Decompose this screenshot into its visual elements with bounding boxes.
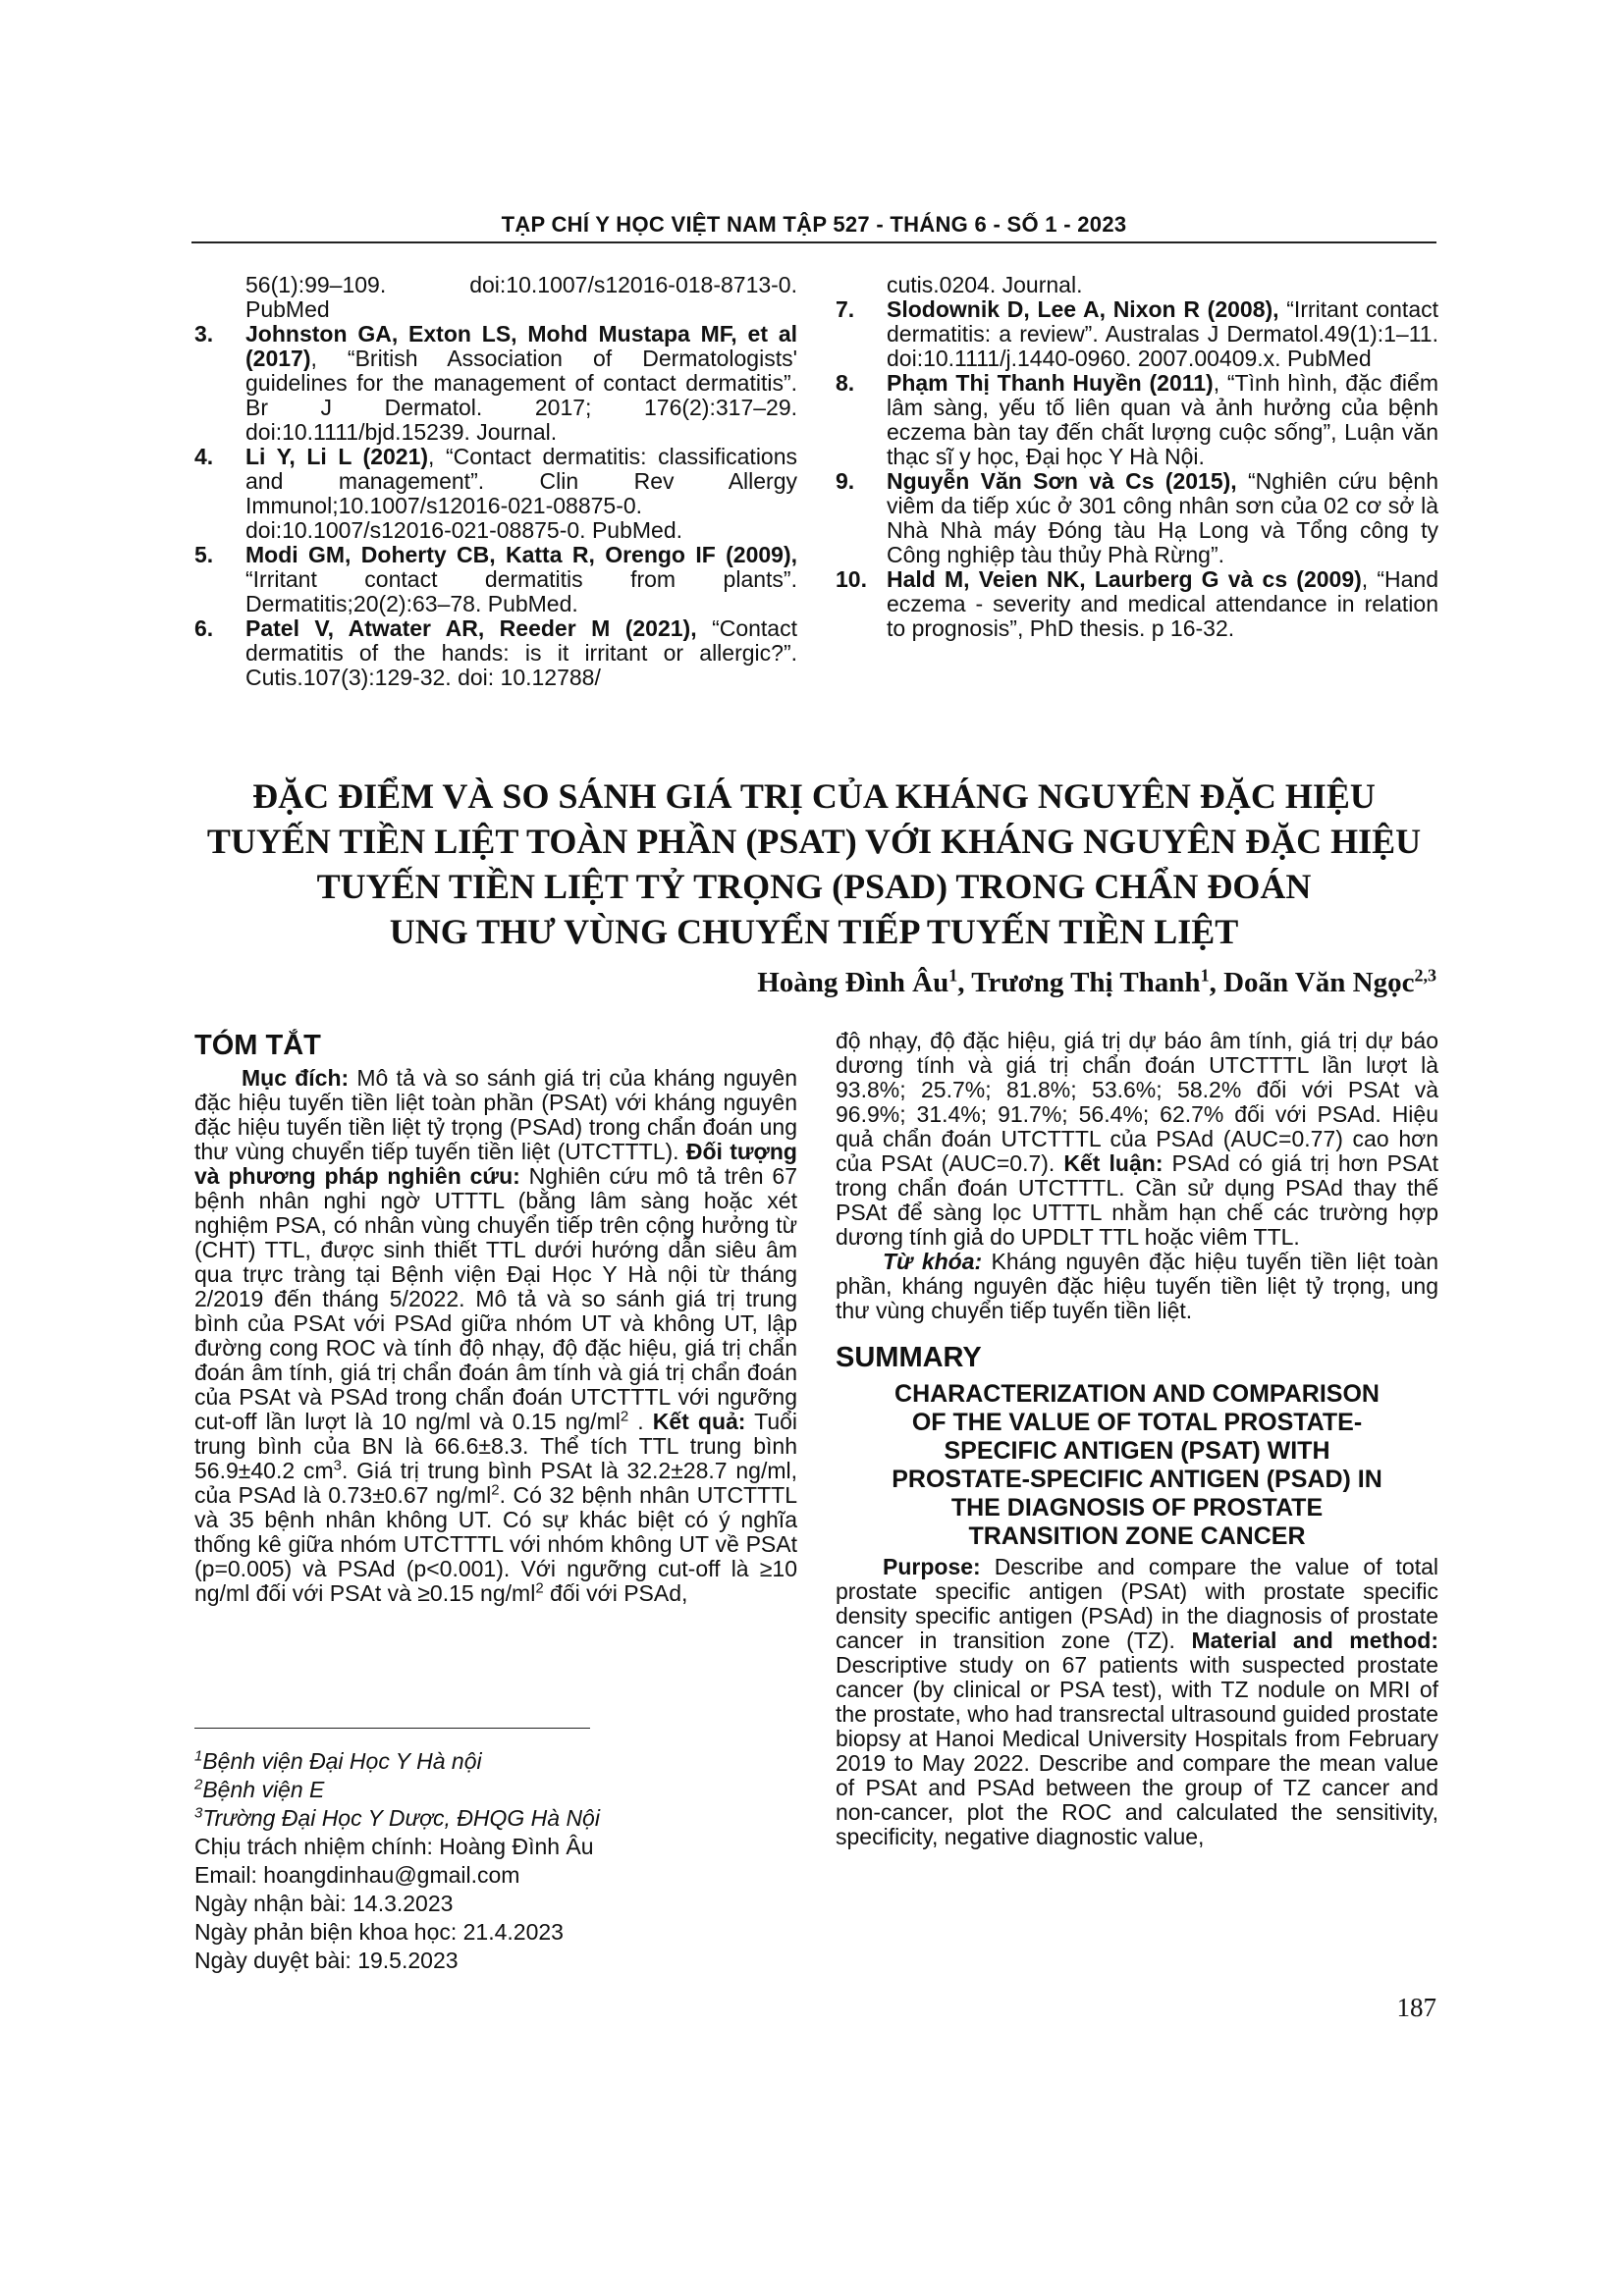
reference-authors: Hald M, Veien NK, Laurberg G và cs (2009) [887, 566, 1362, 592]
email-line: Email: hoangdinhau@gmail.com [194, 1862, 520, 1888]
affiliation-text: Bệnh viện E [202, 1777, 325, 1802]
reference-item [194, 322, 797, 445]
reference-text: , “Tình hình, đặc điểm lâm sàng, yếu tố liên quan và ảnh hưởng của bệnh eczema bàn tay đến chất lượng cuộc sống”, Luận văn thạc sĩ y học, Đại học Y Hà Nội. [887, 370, 1438, 469]
summary-title-line: SPECIFIC ANTIGEN (PSAT) WITH [944, 1437, 1330, 1465]
superscript: 2 [535, 1579, 544, 1597]
reference-authors: Slodownik D, Lee A, Nixon R (2008), [887, 296, 1279, 322]
keywords-text: Kháng nguyên đặc hiệu tuyến tiền liệt toàn phần, kháng nguyên đặc hiệu tuyến tiền liệt tỷ trọng, ung thư vùng chuyển tiếp tuyến tiền liệt. [836, 1249, 1439, 1323]
reference-item [836, 273, 1438, 297]
purpose-text: Mô tả và so sánh giá trị của kháng nguyên đặc hiệu tuyến tiền liệt toàn phần (PSAt) với kháng nguyên đặc hiệu tuyến tiền liệt tỷ trọng (PSAd) trong chẩn đoán ung thư vùng chuyển tiếp tuyến tiền liệt (UTCTTTL). [194, 1065, 797, 1164]
abstract-continued-paragraph [836, 1029, 1438, 1250]
reference-item [836, 371, 1438, 469]
summary-title-line: TRANSITION ZONE CANCER [968, 1522, 1306, 1550]
reference-number: 10. [836, 566, 867, 592]
header-rule [191, 241, 1436, 243]
reference-text: , “British Association of Dermatologists' guidelines for the management of contact dermatitis”. Br J Dermatol. 2017; 176(2):317–29. doi:10.1111/bjd.15239. Journal. [245, 346, 797, 445]
author-name: Trương Thị Thanh [971, 967, 1201, 998]
summary-title [836, 1380, 1438, 1551]
reference-item [194, 616, 797, 690]
reference-item [194, 273, 797, 322]
method-text: Nghiên cứu mô tả trên 67 bệnh nhân nghi ngờ UTTTL (bằng lâm sàng hoặc xét nghiệm PSA, có nhân vùng chuyển tiếp trên cộng hưởng từ (CHT) TTL, được sinh thiết TTL dưới hướng dẫn siêu âm qua trực tràng tại Bệnh viện Đại Học Y Hà nội từ tháng 2/2019 đến tháng 5/2022. Mô tả và so sánh giá trị trung bình của PSAt với PSAd giữa nhóm UT và không UT, lập đường cong ROC và tính độ nhạy, độ đặc hiệu, giá trị chẩn đoán âm tính, giá trị chẩn đoán âm tính và giá trị chẩn đoán của PSAt và PSAd trong chẩn đoán UTCTTTL với ngưỡng cut-off lần lượt là 10 ng/ml và 0.15 ng/ml [194, 1163, 798, 1434]
result-text: Tuổi trung bình của BN là 66.6±8.3. Thể tích TTL trung bình 56.9±40.2 cm [194, 1409, 798, 1483]
journal-running-header: TẠP CHÍ Y HỌC VIỆT NAM TẬP 527 - THÁNG 6 - SỐ 1 - 2023 [501, 212, 1127, 237]
author-separator: , [957, 967, 972, 998]
author-affiliation-marker: 1 [948, 965, 958, 986]
abstract-left-column [194, 1029, 797, 1606]
reference-text: “Nghiên cứu bệnh viêm da tiếp xúc ở 301 công nhân sơn của 02 cơ sở là Nhà Nhà máy Đóng tàu Hạ Long và Tổng công ty Công nghiệp tàu thủy Phà Rừng”. [887, 468, 1438, 567]
keywords-label: Từ khóa: [883, 1249, 983, 1274]
article-title-line: TUYẾN TIỀN LIỆT TỶ TRỌNG (PSAD) TRONG CHẨN ĐOÁN [316, 867, 1312, 906]
reference-text: , “Hand eczema - severity and medical attendance in relation to prognosis”, PhD thesis. p 16-32. [887, 566, 1438, 641]
affiliation-footnote [194, 1804, 797, 1833]
abstract-paragraph [194, 1066, 797, 1606]
reference-number: 9. [836, 468, 855, 494]
references-left-column [194, 273, 797, 690]
summary-purpose-label: Purpose: [883, 1554, 981, 1579]
purpose-label: Mục đích: [242, 1065, 350, 1091]
summary-title-line: CHARACTERIZATION AND COMPARISON [894, 1380, 1380, 1408]
reference-text: , “Contact dermatitis: classifications and management”. Clin Rev Allergy Immunol;10.1007/s12016-021-08875-0. doi:10.1007/s12016-021-08875-0. PubMed. [245, 444, 798, 543]
reference-text: “Irritant contact dermatitis from plants”. Dermatitis;20(2):63–78. PubMed. [245, 566, 797, 616]
author-affiliation-marker: 2,3 [1414, 965, 1436, 986]
reference-item [836, 567, 1438, 641]
summary-title-line: THE DIAGNOSIS OF PROSTATE [950, 1494, 1324, 1522]
affiliation-footnote [194, 1776, 797, 1804]
reference-text: cutis.0204. Journal. [887, 272, 1083, 297]
summary-heading: SUMMARY [836, 1342, 982, 1373]
author-name: Hoàng Đình Âu [757, 967, 949, 998]
result-label: Kết quả: [652, 1409, 746, 1434]
result-text: đối với PSAd, [543, 1580, 688, 1606]
result-text: . Có 32 bệnh nhân UTCTTTL và 35 bệnh nhân không UT. Có sự khác biệt có ý nghĩa thống kê giữa nhóm UTCTTTL với nhóm không UT về PSAt (p=0.005) và PSAd (p<0.001). Với ngưỡng cut-off là ≥10 ng/ml đối với PSAt và ≥0.15 ng/ml [194, 1482, 797, 1606]
reference-text: 56(1):99–109. doi:10.1007/s12016-018-8713-0. PubMed [245, 272, 797, 322]
conclusion-text: PSAd có giá trị hơn PSAt trong chẩn đoán UTCTTTL. Cần sử dụng PSAd thay thế PSAt để sàng lọc UTTTL nhằm hạn chế các trường hợp dương tính giả do UPDLT TTL hoặc viêm TTL. [836, 1150, 1438, 1250]
footnote-rule [194, 1728, 590, 1729]
reference-text: “Contact dermatitis of the hands: is it irritant or allergic?”. Cutis.107(3):129-32. doi: 10.12788/ [245, 615, 797, 690]
superscript: 3 [333, 1457, 342, 1474]
superscript: 2 [194, 1776, 203, 1793]
reference-authors: Modi GM, Doherty CB, Katta R, Orengo IF (2009), [245, 542, 797, 567]
superscript: 2 [491, 1481, 500, 1499]
reference-authors: Li Y, Li L (2021) [245, 444, 429, 469]
reference-item [194, 543, 797, 616]
affiliation-text: Bệnh viện Đại Học Y Hà nội [202, 1748, 482, 1774]
article-title-line: UNG THƯ VÙNG CHUYỂN TIẾP TUYẾN TIỀN LIỆT [389, 912, 1239, 951]
reference-item [836, 297, 1438, 371]
summary-paragraph [836, 1555, 1438, 1849]
article-title-line: ĐẶC ĐIỂM VÀ SO SÁNH GIÁ TRỊ CỦA KHÁNG NGUYÊN ĐẶC HIỆU [252, 776, 1376, 816]
article-authors [757, 967, 1436, 999]
author-separator: , [1209, 967, 1224, 998]
reviewed-date: Ngày phản biện khoa học: 21.4.2023 [194, 1919, 564, 1945]
method-label: Đối tượng và phương pháp nghiên cứu: [194, 1139, 797, 1189]
reference-authors: Phạm Thị Thanh Huyền (2011) [887, 370, 1214, 396]
reference-number: 3. [194, 321, 214, 347]
abstract-right-column [836, 1029, 1438, 1849]
reference-authors: Johnston GA, Exton LS, Mohd Mustapa MF, et al (2017) [245, 321, 797, 371]
reference-authors: Patel V, Atwater AR, Reeder M (2021), [245, 615, 697, 641]
page-number: 187 [1396, 1993, 1436, 2022]
superscript: 2 [620, 1408, 629, 1425]
method-text-end: . [628, 1409, 653, 1434]
superscript: 3 [194, 1804, 203, 1822]
superscript: 1 [194, 1747, 203, 1765]
summary-title-line: OF THE VALUE OF TOTAL PROSTATE- [911, 1409, 1363, 1436]
references-right-column [836, 273, 1438, 641]
summary-method-label: Material and method: [1191, 1628, 1438, 1653]
reference-item [836, 469, 1438, 567]
reference-authors: Nguyễn Văn Sơn và Cs (2015), [887, 468, 1237, 494]
corresponding-author: Chịu trách nhiệm chính: Hoàng Đình Âu [194, 1834, 594, 1859]
accepted-date: Ngày duyệt bài: 19.5.2023 [194, 1948, 459, 1973]
received-date: Ngày nhận bài: 14.3.2023 [194, 1891, 454, 1916]
reference-number: 4. [194, 444, 214, 469]
summary-purpose-text: Describe and compare the value of total prostate specific antigen (PSAt) with prostate specific density specific antigen (PSAd) in the diagnosis of prostate cancer in transition zone (TZ). [836, 1554, 1438, 1653]
article-title [191, 774, 1436, 954]
affiliation-text: Trường Đại Học Y Dược, ĐHQG Hà Nội [202, 1805, 600, 1831]
summary-title-line: PROSTATE-SPECIFIC ANTIGEN (PSAD) IN [892, 1466, 1382, 1493]
article-title-line: TUYẾN TIỀN LIỆT TOÀN PHẦN (PSAT) VỚI KHÁNG NGUYÊN ĐẶC HIỆU [206, 822, 1422, 861]
author-affiliation-marker: 1 [1200, 965, 1210, 986]
reference-number: 6. [194, 615, 214, 641]
reference-text: “Irritant contact dermatitis: a review”. Australas J Dermatol.49(1):1–11. doi:10.1111/j.1440-0960. 2007.00409.x. PubMed [887, 296, 1439, 371]
footnotes [194, 1747, 797, 1975]
reference-number: 8. [836, 370, 855, 396]
reference-item [194, 445, 797, 543]
results-continued-text: độ nhạy, độ đặc hiệu, giá trị dự báo âm tính, giá trị dự báo dương tính và giá trị chẩn đoán UTCTTTL lần lượt là 93.8%; 25.7%; 81.8%; 53.6%; 58.2% đối với PSAt và 96.9%; 31.4%; 91.7%; 56.4%; 62.7% đối với PSAd. Hiệu quả chẩn đoán UTCTTTL của PSAd (AUC=0.77) cao hơn của PSAt (AUC=0.7). [836, 1028, 1438, 1176]
result-text: . Giá trị trung bình PSAt là 32.2±28.7 ng/ml, của PSAd là 0.73±0.67 ng/ml [194, 1458, 798, 1508]
reference-number: 7. [836, 296, 855, 322]
reference-number: 5. [194, 542, 214, 567]
affiliation-footnote [194, 1747, 797, 1776]
abstract-heading: TÓM TẮT [194, 1030, 321, 1061]
author-name: Doãn Văn Ngọc [1223, 967, 1415, 998]
summary-method-text: Descriptive study on 67 patients with suspected prostate cancer (by clinical or PSA test), with TZ nodule on MRI of the prostate, who had transrectal ultrasound guided prostate biopsy at Hanoi Medical University Hospitals from February 2019 to May 2022. Describe and compare the mean value of PSAt and PSAd between the group of TZ cancer and non-cancer, plot the ROC and calculated the sensitivity, specificity, negative diagnostic value, [836, 1652, 1438, 1849]
keywords-paragraph [836, 1250, 1438, 1323]
conclusion-label: Kết luận: [1063, 1150, 1164, 1176]
